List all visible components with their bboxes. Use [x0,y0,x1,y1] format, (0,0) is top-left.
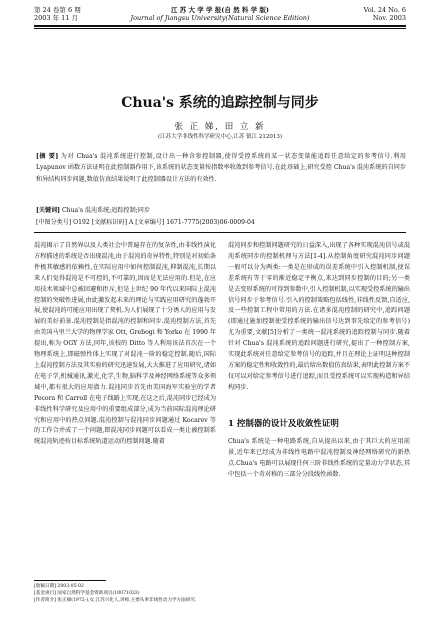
journal-volume-en [364,6,406,22]
header-rule [34,25,406,27]
abstract-label: [摘 要] [36,153,59,160]
issue-date: 2003 年 11 月 [34,14,79,22]
footnote-rule [34,580,106,581]
abstract-text: 为对 Chua's 混沌系统进行控制,设计出一种含参控制器,使得受控系统的某一状态变量能追踪任意给定的参考信号.利用 Lyapunov 函数方法证明在此控制器作用下,该系统的状态变量按指数率收敛到参考信号.在此基础上,研究受控 Chua's 混沌系统的自同步和异结构同步问题,数值仿真结果说明了此控制器设计方法的有效性. [36,153,407,183]
journal-volume [34,6,81,22]
volume-issue-en: Vol. 24 No. 6 [363,6,406,14]
abstract-rule [34,232,406,233]
body-column-right-top: 混沌同步和控制问题研究的日益深入,出现了各种实现混沌信号或混沌系统同步的控制机理与方法[1-4].从控制角度研究混沌同步问题一般可以分为两类:一类是在形成的误差系统中引入控制机制,使误差系统有等于零的渐近稳定平衡点,来达到同步控制的目的;另一类是去变形系统的可得到参数中,引入控制机制,以实现受控系统的输出信号同步于参考信号.引入的控制策略包括线性,非线性反馈,自适应,及一些控制工程中常用的方法.在诸多混沌控制的研究中,追踪问题(即通过施加控制使受控系统的输出信号达到事先给定的参考信号)尤为重要,文献[5]分析了一类统一混沌系统的追踪控制与同步.随着针对 Chua's 混沌系统的追踪问题进行研究,提出了一种控制方案,实现此系统对任意给定参考信号的追踪,并且在理论上证明这种控制方案的稳定性和收敛性的,最后给出数值仿真结果,表明此控制方案不仅可以对给定参考信号进行追踪,而且受控系统可以实现构造和异结构同步. [228,242,410,391]
keywords-label: [关键词] [36,207,61,214]
abstract [36,151,406,185]
body-column-left: 混沌揭示了自然界以及人类社会中普遍存在的复杂性,由非线性演化方程描述的系统是否出现混沌,由于混沌的奇异特性,特别是对初始条件极其敏感的依赖性,在实际应用中如何控制混沌,抑制混沌,长期以来人们觉得混沌是不可控的,不可靠的,因而是无法应用的.但是,在应用技术领域中总被回避和拒斥,但是上世纪 90 年代以来国际上混沌控制的突破性进展,由此激发起未来的理论与实践应用研究的蓬勃开展,使混沌的可能应用出现了契机.为人们展现了十分诱人的应用与发展的美好前景.混沌控制是指混沌的控制和同步.混沌控制方法,首先由美国马里兰大学的物理学家 Ott, Grebogi 和 Yorke 在 1990 年提出,称为 OGY 方法,同年,该校的 Ditto 等人利用该法首次在一个物理系统上,即磁弹性体上实现了对混沌一阶的稳定控制.随后,国际上混沌控制方法及其实验的研究迅速发展,大大推进了应用研究,诸如在电子学,机械通讯,激光,化学,生物,脑科学及神经网络系统等众多领域中,都有很大的应用潜力.混沌同步首先由美国海军实验室的学者 Pecora 和 Carroll 在电子线路上实现,在这之后,混沌同步已经成为非线性科学研究及应用中的重要组成部分,成为当前国际混沌理论研究和应用中的热点问题.混沌控制与混沌同步问题通过 Kocarev 等的工作合并成了一个问题,即混沌同步问题可以看成一类让被控制系统混沌轨迹按目标系统轨道运动的控制问题.随着 [34,242,216,446]
paper-authors: 张 正 娣, 田 立 新 [174,122,266,132]
section-heading: 1 控制器的设计及收敛性证明 [228,419,339,429]
keywords-text: Chua's 混沌系统;追踪控制;同步 [62,207,150,214]
footnote-author: [作者简介] 张正娣(1972-),女,江苏兴化人,讲师,主要从事非线性动力学方面研究. [34,598,197,604]
footnote [34,583,224,604]
keywords [36,206,406,215]
footnote-fund: [基金项目] 国家自然科学基金资助项目(10071033) [34,591,140,597]
header-rule-thin [34,28,406,29]
journal-name-en: Journal of Jiangsu University(Natural Science Edition) [130,14,310,22]
journal-name [110,6,330,22]
footnote-received: [收稿日期] 2003-05-02 [34,584,84,589]
journal-name-cn: 江 苏 大 学 学 报(自 然 科 学 版) [170,6,270,14]
body-column-right-bottom: Chua's 系统是一种电路系统,自从提出以来,由于其巨大的应用前景,近年来已经成为非线性电路中混沌控制及神经网络研究的新热点.Chua's 电路可以展现任何三阶非线性系统的定量动力学状态,其中包括一个奇对称的三部分分段线性函数. [228,438,410,478]
volume-issue: 第 24 卷第 6 期 [34,6,81,14]
paper-title: Chua's 系统的追踪控制与同步 [121,95,319,111]
classification-line: [中图分类号] O192 [文献标识码] A [文章编号] 1671-7775(2003)06-0009-04 [36,219,255,226]
author-affiliation: (江苏大学非线性科学研究中心,江苏 镇江 212013) [157,134,283,140]
issue-date-en: Nov. 2003 [372,14,406,22]
